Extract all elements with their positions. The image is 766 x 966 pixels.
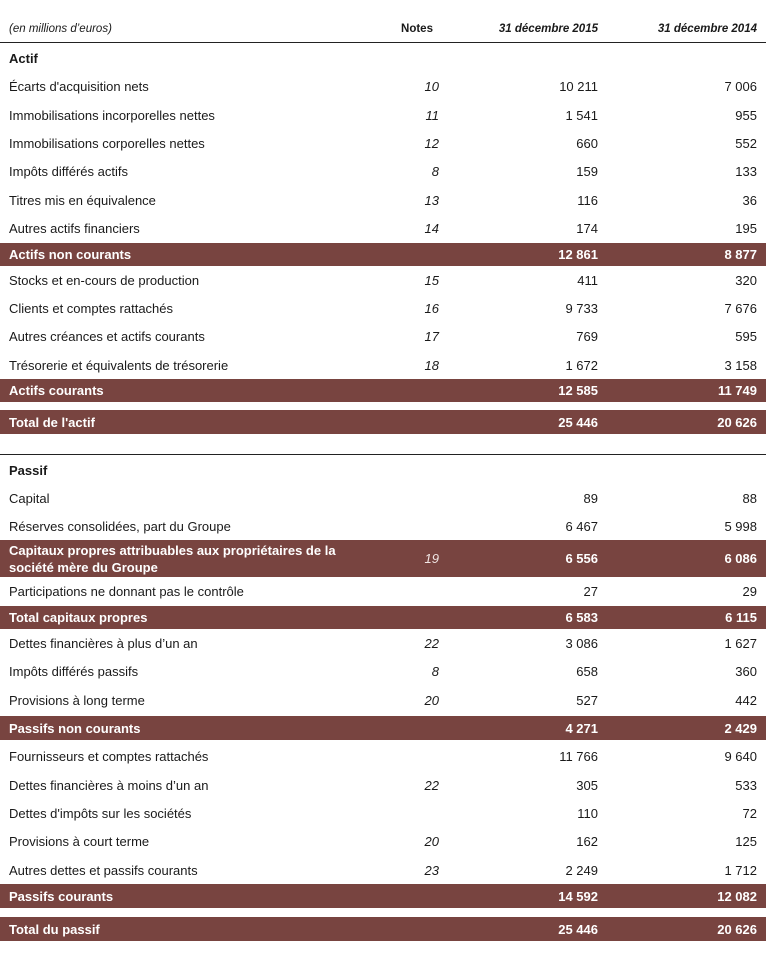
row-value-2015: 12 585 [558,383,598,398]
row-note: 8 [431,663,439,679]
row-value-2014: 8 877 [724,247,757,262]
row-value-2014: 133 [735,163,757,179]
row-note: 11 [425,107,439,123]
row-value-2015: 12 861 [558,247,598,262]
row-value-2014: 955 [735,107,757,123]
table-row [0,689,766,711]
row-value-2015: 110 [577,805,598,821]
row-note: 8 [431,163,439,179]
row-note: 10 [424,78,439,94]
section-title-actif [0,47,766,69]
row-note: 22 [424,777,439,793]
row-label: Dettes financières à moins d’un an [9,777,209,793]
row-value-2015: 6 556 [565,551,598,566]
row-value-2014: 533 [735,777,757,793]
row-label: Impôts différés passifs [9,663,139,679]
row-value-2015: 1 672 [565,357,598,373]
row-label: Total du passif [9,921,100,937]
row-value-2014: 7 676 [724,300,757,316]
notes-column-header: Notes [401,23,433,35]
row-value-2014: 125 [735,833,757,849]
row-label: Total de l'actif [9,414,95,430]
row-value-2014: 20 626 [717,414,757,430]
row-label: Capital [9,490,50,506]
row-value-2015: 27 [583,583,598,599]
row-label: Actifs non courants [9,247,132,262]
table-row [0,189,766,211]
row-note: 20 [424,692,439,708]
subtotal-row-passifs-courants [0,884,766,908]
row-value-2015: 4 271 [565,720,598,736]
row-value-2015: 527 [576,692,598,708]
row-label: Écarts d'acquisition nets [9,78,149,94]
row-label: Fournisseurs et comptes rattachés [9,748,209,764]
row-note: 20 [424,833,439,849]
row-value-2015: 769 [576,328,598,344]
table-row [0,515,766,537]
row-value-2014: 36 [742,192,757,208]
section-divider [0,454,766,455]
row-value-2015: 10 211 [559,78,598,94]
row-label: Titres mis en équivalence [9,192,156,208]
table-row [0,297,766,319]
row-label: Stocks et en-cours de production [9,272,200,288]
column-header-row [0,18,766,40]
table-row [0,160,766,182]
row-label: Dettes financières à plus d’un an [9,635,198,651]
table-row [0,660,766,682]
row-label: Immobilisations incorporelles nettes [9,107,215,123]
table-row [0,354,766,376]
row-value-2014: 9 640 [724,748,757,764]
row-value-2014: 320 [735,272,757,288]
row-label: Total capitaux propres [9,610,148,625]
row-value-2014: 6 086 [724,551,757,566]
row-label: Actifs courants [9,383,104,398]
row-note: 19 [424,551,439,566]
row-value-2014: 1 627 [724,635,757,651]
row-value-2015: 305 [576,777,598,793]
row-value-2014: 11 749 [717,383,757,398]
row-value-2014: 442 [735,692,757,708]
row-value-2015: 2 249 [565,862,598,878]
row-note: 12 [424,135,439,151]
units-label: (en millions d’euros) [9,22,112,35]
row-value-2015: 159 [576,163,598,179]
row-note: 22 [424,635,439,651]
row-value-2015: 174 [576,220,598,236]
row-value-2015: 25 446 [558,921,598,937]
row-label: Provisions à court terme [9,833,150,849]
row-value-2014: 12 082 [717,888,757,904]
row-value-2014: 595 [735,328,757,344]
table-row [0,217,766,239]
row-value-2014: 20 626 [717,921,757,937]
total-row-actif [0,410,766,434]
row-note: 17 [424,328,439,344]
table-row [0,269,766,291]
row-value-2015: 660 [576,135,598,151]
row-value-2015: 1 541 [565,107,598,123]
table-row [0,774,766,796]
table-row [0,745,766,767]
row-label: Réserves consolidées, part du Groupe [9,518,231,534]
row-value-2014: 195 [735,220,757,236]
row-value-2014: 1 712 [724,862,757,878]
row-note: 14 [424,220,439,236]
row-value-2015: 6 467 [565,518,598,534]
row-label: Capitaux propres attribuables aux propriétaires de la société mère du Groupe [9,542,336,575]
row-value-2015: 14 592 [558,888,598,904]
row-label: Dettes d'impôts sur les sociétés [9,805,192,821]
section-title-label: Passif [9,462,48,478]
table-row [0,75,766,97]
row-value-2014: 552 [735,135,757,151]
row-label: Passifs non courants [9,720,141,736]
table-row [0,580,766,602]
row-note: 15 [424,272,439,288]
row-value-2014: 3 158 [724,357,757,373]
row-label: Immobilisations corporelles nettes [9,135,205,151]
section-title-label: Actif [9,50,38,66]
row-note: 18 [424,357,439,373]
table-row [0,132,766,154]
table-row [0,632,766,654]
row-label: Autres actifs financiers [9,220,140,236]
row-label: Passifs courants [9,888,114,904]
table-row [0,859,766,881]
row-note: 16 [424,300,439,316]
row-value-2015: 658 [576,663,598,679]
row-value-2015: 11 766 [559,748,598,764]
row-value-2015: 116 [577,192,598,208]
row-label: Autres créances et actifs courants [9,328,205,344]
row-note: 23 [424,862,439,878]
total-row-passif [0,917,766,941]
table-row [0,830,766,852]
row-value-2015: 162 [576,833,598,849]
table-row [0,325,766,347]
row-label: Autres dettes et passifs courants [9,862,198,878]
row-label: Trésorerie et équivalents de trésorerie [9,357,229,373]
row-note: 13 [424,192,439,208]
subtotal-row-total-capitaux-propres [0,606,766,629]
row-value-2014: 7 006 [724,78,757,94]
row-value-2014: 72 [742,805,757,821]
subtotal-row-actifs-courants [0,379,766,402]
row-value-2014: 29 [742,583,757,599]
row-label: Clients et comptes rattachés [9,300,174,316]
row-value-2015: 89 [583,490,598,506]
subtotal-row-actifs-non-courants [0,243,766,266]
row-value-2014: 6 115 [725,610,757,625]
row-label: Provisions à long terme [9,692,145,708]
subtotal-row-capitaux-propres-groupe [0,540,766,577]
column-header-2015: 31 décembre 2015 [498,23,598,35]
table-row [0,104,766,126]
table-row [0,487,766,509]
row-value-2014: 360 [735,663,757,679]
row-value-2015: 6 583 [565,610,598,625]
row-label: Participations ne donnant pas le contrôle [9,583,244,599]
row-value-2015: 25 446 [558,414,598,430]
row-value-2014: 2 429 [724,720,757,736]
column-header-2014: 31 décembre 2014 [657,23,757,35]
header-divider [0,42,766,43]
subtotal-row-passifs-non-courants [0,716,766,740]
row-value-2015: 3 086 [565,635,598,651]
section-title-passif [0,459,766,481]
row-value-2015: 411 [577,272,598,288]
row-value-2014: 88 [742,490,757,506]
row-value-2014: 5 998 [724,518,757,534]
row-value-2015: 9 733 [565,300,598,316]
table-row [0,802,766,824]
row-label: Impôts différés actifs [9,163,128,179]
